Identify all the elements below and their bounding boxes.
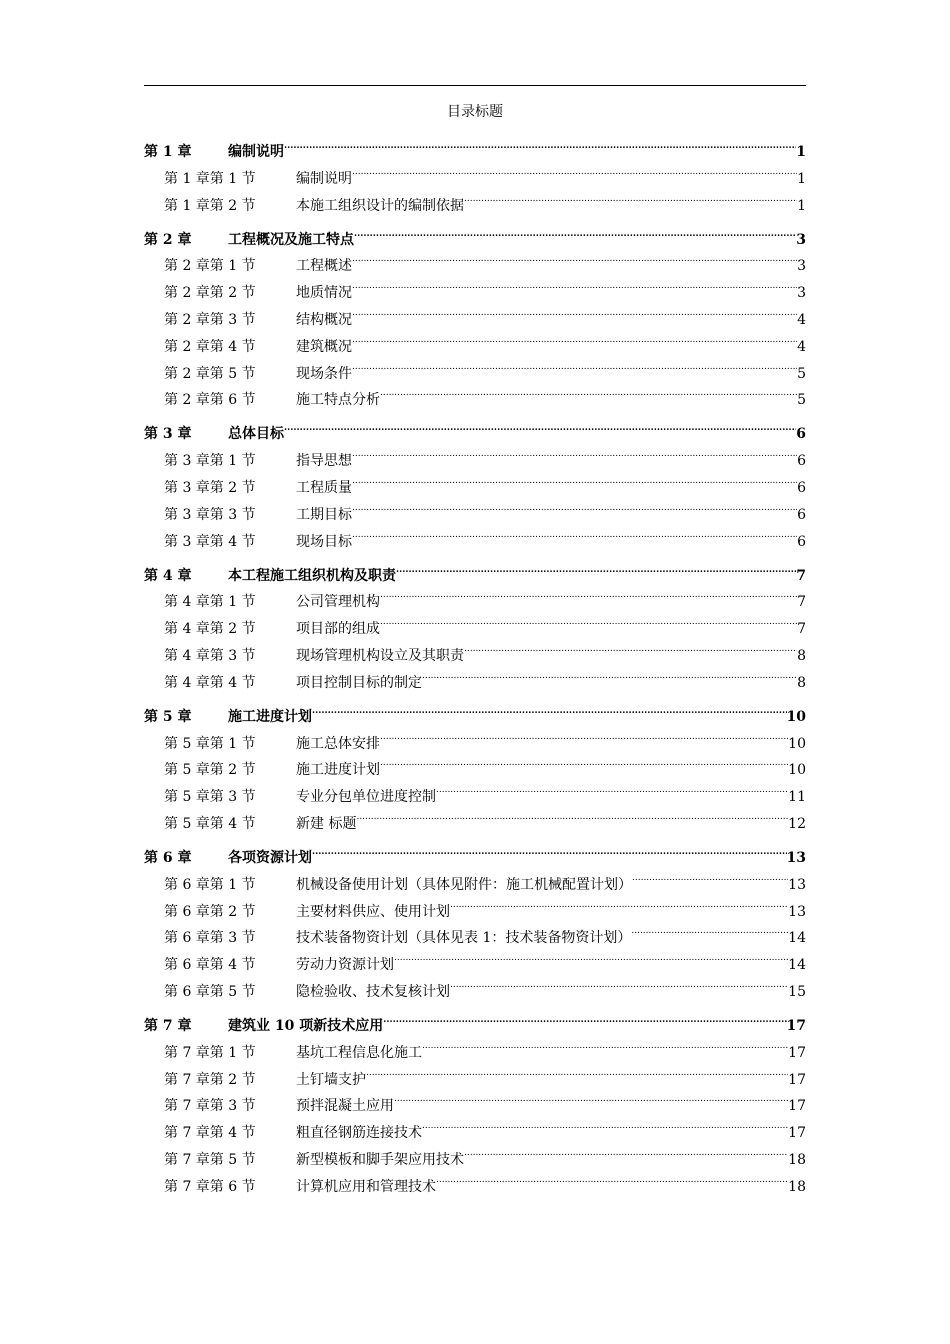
entry-number: 第 7 章第 4 节	[164, 1125, 256, 1142]
entry-title: 现场目标	[296, 533, 352, 550]
entry-title: 建筑概况	[296, 338, 352, 355]
entry-title: 工程质量	[296, 479, 352, 496]
entry-title: 项目部的组成	[296, 621, 380, 638]
entry-number: 第 2 章	[144, 231, 192, 248]
toc-chapter-entry[interactable]	[144, 222, 806, 248]
toc-chapter-entry[interactable]	[144, 416, 806, 443]
entry-title: 主要材料供应、使用计划	[296, 903, 450, 920]
entry-title: 技术装备物资计划（具体见表 1：技术装备物资计划）	[296, 930, 632, 947]
entry-page-number: 8	[797, 674, 806, 691]
dot-leader	[464, 1137, 788, 1164]
entry-number: 第 6 章第 1 节	[164, 876, 256, 893]
dot-leader	[312, 840, 787, 862]
entry-title: 现场条件	[296, 365, 352, 382]
entry-title: 土钉墙支护	[296, 1071, 366, 1088]
entry-title: 劳动力资源计划	[296, 957, 394, 974]
entry-page-number: 13	[788, 876, 806, 893]
entry-page-number: 13	[788, 903, 806, 920]
entry-title: 指导思想	[296, 453, 352, 470]
toc-chapter-block	[144, 699, 806, 832]
dot-leader	[383, 1008, 786, 1030]
toc-chapter-entry[interactable]	[144, 134, 806, 160]
entry-page-number: 15	[788, 983, 806, 1000]
entry-title: 地质情况	[296, 285, 352, 302]
entry-page-number: 11	[788, 789, 806, 806]
entry-page-number: 5	[797, 365, 806, 382]
dot-leader	[380, 721, 788, 748]
entry-page-number: 7	[797, 621, 806, 638]
entry-page-number: 4	[797, 311, 806, 328]
dot-leader	[352, 351, 797, 378]
dot-leader	[354, 222, 796, 244]
entry-number: 第 7 章	[144, 1017, 192, 1034]
entry-page-number: 3	[797, 258, 806, 275]
entry-title: 项目控制目标的制定	[296, 674, 422, 691]
entry-number: 第 7 章第 2 节	[164, 1071, 256, 1088]
entry-number: 第 7 章第 5 节	[164, 1151, 256, 1168]
entry-number: 第 4 章第 2 节	[164, 621, 256, 638]
entry-page-number: 1	[797, 170, 806, 187]
entry-page-number: 6	[796, 426, 806, 443]
entry-page-number: 10	[788, 762, 806, 779]
entry-title: 工程概述	[296, 258, 352, 275]
entry-title: 结构概况	[296, 311, 352, 328]
entry-number: 第 3 章	[144, 426, 192, 443]
entry-number: 第 6 章第 4 节	[164, 957, 256, 974]
toc-heading: 目录标题	[447, 104, 503, 120]
dot-leader	[380, 378, 797, 405]
dot-leader	[352, 270, 797, 297]
dot-leader	[284, 416, 796, 438]
header-rule	[144, 85, 806, 86]
entry-title: 基坑工程信息化施工	[296, 1044, 422, 1061]
entry-number: 第 4 章第 4 节	[164, 674, 256, 691]
entry-number: 第 1 章第 2 节	[164, 197, 256, 214]
entry-title: 机械设备使用计划（具体见附件：施工机械配置计划）	[296, 876, 632, 893]
entry-number: 第 5 章第 2 节	[164, 762, 256, 779]
dot-leader	[352, 297, 797, 324]
entry-page-number: 6	[797, 506, 806, 523]
entry-page-number: 6	[797, 479, 806, 496]
entry-page-number: 1	[797, 197, 806, 214]
entry-number: 第 2 章第 4 节	[164, 338, 256, 355]
entry-number: 第 2 章第 5 节	[164, 365, 256, 382]
dot-leader	[352, 519, 797, 546]
entry-number: 第 5 章	[144, 708, 192, 725]
toc-chapter-block	[144, 558, 806, 691]
entry-number: 第 3 章第 1 节	[164, 453, 256, 470]
entry-number: 第 4 章第 3 节	[164, 647, 256, 664]
toc-chapter-block	[144, 840, 806, 1000]
entry-page-number: 17	[788, 1098, 806, 1115]
dot-leader	[394, 942, 788, 969]
dot-leader	[352, 465, 797, 492]
entry-title: 总体目标	[228, 426, 284, 443]
entry-number: 第 3 章第 4 节	[164, 533, 256, 550]
dot-leader	[352, 156, 797, 183]
entry-number: 第 7 章第 6 节	[164, 1178, 256, 1195]
entry-number: 第 7 章第 3 节	[164, 1098, 256, 1115]
entry-page-number: 10	[786, 708, 806, 725]
dot-leader	[422, 1110, 788, 1137]
entry-number: 第 3 章第 3 节	[164, 506, 256, 523]
toc-chapter-entry[interactable]	[144, 699, 806, 725]
entry-title: 编制说明	[228, 144, 284, 160]
entry-title: 工程概况及施工特点	[228, 231, 354, 248]
dot-leader	[450, 889, 788, 916]
entry-title: 本工程施工组织机构及职责	[228, 567, 396, 584]
entry-number: 第 1 章第 1 节	[164, 170, 256, 187]
toc-chapter-block	[144, 416, 806, 550]
entry-title: 粗直径钢筋连接技术	[296, 1125, 422, 1142]
dot-leader	[422, 1030, 788, 1057]
dot-leader	[422, 660, 797, 687]
entry-page-number: 1	[796, 144, 806, 160]
entry-page-number: 13	[786, 849, 806, 866]
entry-page-number: 8	[797, 647, 806, 664]
entry-number: 第 6 章	[144, 849, 192, 866]
toc-chapter-block	[144, 1008, 806, 1195]
dot-leader	[352, 438, 797, 465]
entry-page-number: 10	[788, 735, 806, 752]
entry-number: 第 4 章第 1 节	[164, 594, 256, 611]
toc-chapter-block	[144, 134, 806, 214]
entry-title: 施工进度计划	[296, 762, 380, 779]
entry-page-number: 17	[788, 1125, 806, 1142]
entry-page-number: 3	[796, 231, 806, 248]
dot-leader	[464, 633, 797, 660]
entry-number: 第 2 章第 2 节	[164, 285, 256, 302]
entry-number: 第 3 章第 2 节	[164, 479, 256, 496]
entry-page-number: 18	[788, 1178, 806, 1195]
entry-page-number: 17	[786, 1017, 806, 1034]
dot-leader	[366, 1057, 788, 1084]
entry-page-number: 7	[796, 567, 806, 584]
entry-title: 预拌混凝土应用	[296, 1098, 394, 1115]
entry-number: 第 2 章第 1 节	[164, 258, 256, 275]
entry-number: 第 5 章第 1 节	[164, 735, 256, 752]
entry-number: 第 2 章第 6 节	[164, 392, 256, 409]
entry-title: 施工进度计划	[228, 708, 312, 725]
entry-page-number: 18	[788, 1151, 806, 1168]
dot-leader	[380, 580, 797, 607]
entry-title: 现场管理机构设立及其职责	[296, 647, 464, 664]
entry-title: 计算机应用和管理技术	[296, 1178, 436, 1195]
dot-leader	[380, 748, 788, 775]
entry-page-number: 17	[788, 1071, 806, 1088]
entry-page-number: 3	[797, 285, 806, 302]
entry-number: 第 7 章第 1 节	[164, 1044, 256, 1061]
dot-leader	[284, 134, 796, 156]
entry-number: 第 5 章第 3 节	[164, 789, 256, 806]
entry-title: 工期目标	[296, 506, 352, 523]
entry-page-number: 17	[788, 1044, 806, 1061]
dot-leader	[436, 774, 788, 801]
entry-page-number: 6	[797, 533, 806, 550]
entry-title: 施工特点分析	[296, 392, 380, 409]
dot-leader	[380, 606, 797, 633]
dot-leader	[356, 801, 788, 828]
dot-leader	[632, 862, 788, 889]
entry-title: 施工总体安排	[296, 735, 380, 752]
entry-number: 第 6 章第 5 节	[164, 983, 256, 1000]
entry-page-number: 4	[797, 338, 806, 355]
dot-leader	[352, 324, 797, 351]
entry-title: 建筑业 10 项新技术应用	[228, 1017, 384, 1034]
entry-number: 第 4 章	[144, 567, 192, 584]
entry-page-number: 14	[788, 957, 806, 974]
entry-number: 第 5 章第 4 节	[164, 815, 256, 832]
dot-leader	[631, 916, 788, 943]
dot-leader	[312, 699, 787, 721]
entry-page-number: 14	[788, 930, 806, 947]
dot-leader	[396, 558, 796, 580]
toc-chapter-entry[interactable]	[144, 840, 806, 866]
dot-leader	[394, 1084, 788, 1111]
table-of-contents	[144, 134, 806, 1203]
entry-title: 公司管理机构	[296, 594, 380, 611]
entry-number: 第 1 章	[144, 144, 192, 160]
entry-number: 第 6 章第 3 节	[164, 930, 256, 947]
entry-title: 专业分包单位进度控制	[296, 789, 436, 806]
entry-page-number: 5	[797, 392, 806, 409]
dot-leader	[464, 183, 797, 210]
toc-chapter-entry[interactable]	[144, 558, 806, 584]
dot-leader	[352, 244, 797, 271]
entry-title: 本施工组织设计的编制依据	[296, 197, 464, 214]
entry-page-number: 7	[797, 594, 806, 611]
entry-title: 隐检验收、技术复核计划	[296, 983, 450, 1000]
entry-title: 新建 标题	[296, 815, 357, 832]
toc-chapter-entry[interactable]	[144, 1008, 806, 1034]
entry-title: 各项资源计划	[228, 849, 312, 866]
dot-leader	[352, 492, 797, 519]
dot-leader	[436, 1164, 788, 1191]
entry-page-number: 12	[788, 815, 806, 832]
entry-number: 第 2 章第 3 节	[164, 311, 256, 328]
entry-page-number: 6	[797, 453, 806, 470]
entry-number: 第 6 章第 2 节	[164, 903, 256, 920]
dot-leader	[450, 969, 788, 996]
entry-title: 新型模板和脚手架应用技术	[296, 1151, 464, 1168]
toc-chapter-block	[144, 222, 806, 409]
entry-title: 编制说明	[296, 170, 352, 187]
